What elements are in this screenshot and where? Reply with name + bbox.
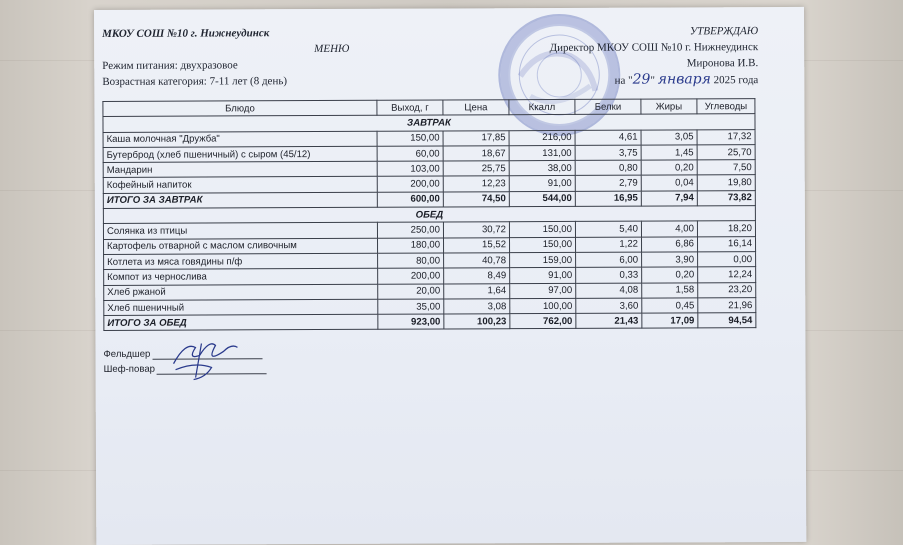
cell-fat: 0,45: [642, 298, 698, 314]
cell-fat: 7,94: [641, 191, 697, 207]
cell-dish: Бутерброд (хлеб пшеничный) с сыром (45/12): [103, 146, 377, 162]
cell-fat: 0,20: [642, 267, 698, 283]
cell-price: 25,75: [443, 161, 509, 177]
cell-yield: 200,00: [377, 176, 443, 192]
cell-protein: 5,40: [575, 221, 641, 237]
age-category: Возрастная категория: 7-11 лет (8 день): [102, 75, 288, 88]
date-month: января: [657, 71, 711, 88]
cell-protein: 4,61: [575, 130, 641, 146]
cell-price: 12,23: [443, 176, 509, 192]
cell-price: 30,72: [443, 222, 509, 238]
cell-protein: 4,08: [576, 283, 642, 299]
cell-fat: 3,05: [641, 129, 697, 145]
cell-protein: 1,22: [575, 237, 641, 253]
cell-carbs: 19,80: [697, 175, 755, 191]
column-header-dish: Блюдо: [103, 100, 377, 116]
date-day: 29: [632, 71, 651, 88]
cell-carbs: 73,82: [697, 190, 755, 206]
cell-yield: 180,00: [377, 238, 443, 254]
column-header-yield: Выход, г: [377, 100, 443, 116]
cell-carbs: 7,50: [697, 160, 755, 176]
cell-fat: 1,58: [642, 282, 698, 298]
cell-dish: Мандарин: [103, 161, 377, 177]
approve-label: УТВЕРЖДАЮ: [689, 25, 759, 38]
cell-fat: 3,90: [642, 252, 698, 268]
meal-regime: Режим питания: двухразовое: [102, 59, 238, 72]
cell-price: 3,08: [444, 299, 510, 315]
section-title: ОБЕД: [103, 206, 755, 224]
cell-kcal: 91,00: [509, 176, 575, 192]
cell-carbs: 21,96: [698, 297, 756, 313]
medic-label: Фельдшер: [103, 348, 151, 360]
cell-carbs: 25,70: [697, 145, 755, 161]
cell-dish: ИТОГО ЗА ОБЕД: [104, 314, 378, 330]
cell-yield: 250,00: [377, 222, 443, 238]
cell-dish: Солянка из птицы: [103, 223, 377, 239]
cell-price: 8,49: [444, 268, 510, 284]
cell-carbs: 0,00: [698, 252, 756, 268]
cell-dish: Котлета из мяса говядины п/ф: [104, 253, 378, 269]
cell-protein: 3,60: [576, 298, 642, 314]
cell-price: 1,64: [444, 283, 510, 299]
date-prefix: на ": [614, 74, 633, 87]
cell-carbs: 18,20: [697, 221, 755, 237]
cell-carbs: 12,24: [698, 267, 756, 283]
cell-carbs: 94,54: [698, 313, 756, 329]
cell-price: 17,85: [443, 130, 509, 146]
cell-carbs: 23,20: [698, 282, 756, 298]
menu-document: [94, 7, 806, 545]
cell-yield: 150,00: [377, 131, 443, 147]
cell-kcal: 216,00: [509, 130, 575, 146]
cell-yield: 103,00: [377, 161, 443, 177]
cell-yield: 60,00: [377, 146, 443, 162]
cell-kcal: 762,00: [510, 314, 576, 330]
cell-yield: 923,00: [378, 314, 444, 330]
cell-protein: 0,33: [576, 267, 642, 283]
director-title: Директор МКОУ СОШ №10 г. Нижнеудинск: [549, 41, 759, 55]
cell-dish: Хлеб пшеничный: [104, 299, 378, 315]
cell-protein: 2,79: [575, 176, 641, 192]
cell-kcal: 150,00: [509, 222, 575, 238]
director-name: Миронова И.В.: [686, 57, 759, 70]
cell-price: 18,67: [443, 146, 509, 162]
cell-yield: 80,00: [378, 253, 444, 269]
cell-carbs: 17,32: [697, 129, 755, 145]
cell-kcal: 131,00: [509, 145, 575, 161]
cell-dish: Каша молочная "Дружба": [103, 131, 377, 147]
cell-fat: 6,86: [641, 237, 697, 253]
column-header-kcal: Ккалл: [509, 99, 575, 115]
date-year: 2025 года: [710, 74, 759, 87]
cell-fat: 0,04: [641, 175, 697, 191]
cell-protein: 3,75: [575, 145, 641, 161]
table-body: [103, 114, 756, 331]
cell-protein: 6,00: [576, 252, 642, 268]
cell-fat: 4,00: [641, 221, 697, 237]
cell-yield: 20,00: [378, 284, 444, 300]
cell-dish: ИТОГО ЗА ЗАВТРАК: [103, 192, 377, 208]
section-title: ЗАВТРАК: [103, 114, 755, 132]
cell-price: 100,23: [444, 314, 510, 330]
cell-kcal: 100,00: [510, 298, 576, 314]
cell-protein: 0,80: [575, 160, 641, 176]
menu-table: [102, 98, 756, 331]
cell-fat: 17,09: [642, 313, 698, 329]
cell-kcal: 38,00: [509, 161, 575, 177]
cell-price: 15,52: [443, 237, 509, 253]
approval-date: [615, 71, 759, 88]
cell-kcal: 544,00: [509, 191, 575, 207]
cell-yield: 35,00: [378, 299, 444, 315]
cell-protein: 16,95: [575, 191, 641, 207]
chef-label: Шеф-повар: [103, 363, 156, 375]
column-header-price: Цена: [443, 100, 509, 116]
date-mid: ": [650, 74, 658, 87]
cell-dish: Картофель отварной с маслом сливочным: [103, 238, 377, 254]
column-header-protein: Белки: [575, 99, 641, 115]
cell-price: 74,50: [443, 191, 509, 207]
cell-yield: 200,00: [378, 268, 444, 284]
cell-price: 40,78: [444, 253, 510, 269]
cell-fat: 1,45: [641, 145, 697, 161]
column-header-carbs: Углеводы: [697, 99, 755, 115]
total-row: [104, 313, 756, 331]
cell-carbs: 16,14: [697, 236, 755, 252]
school-name: МКОУ СОШ №10 г. Нижнеудинск: [102, 27, 270, 40]
cell-kcal: 91,00: [510, 268, 576, 284]
cell-kcal: 97,00: [510, 283, 576, 299]
cell-dish: Хлеб ржаной: [104, 284, 378, 300]
cell-protein: 21,43: [576, 313, 642, 329]
column-header-fat: Жиры: [641, 99, 697, 115]
cell-kcal: 150,00: [509, 237, 575, 253]
cell-dish: Компот из чернослива: [104, 269, 378, 285]
cell-fat: 0,20: [641, 160, 697, 176]
cell-kcal: 159,00: [510, 252, 576, 268]
document-title: МЕНЮ: [314, 42, 350, 56]
cell-yield: 600,00: [377, 192, 443, 208]
handwritten-signature: [165, 333, 245, 383]
cell-dish: Кофейный напиток: [103, 177, 377, 193]
